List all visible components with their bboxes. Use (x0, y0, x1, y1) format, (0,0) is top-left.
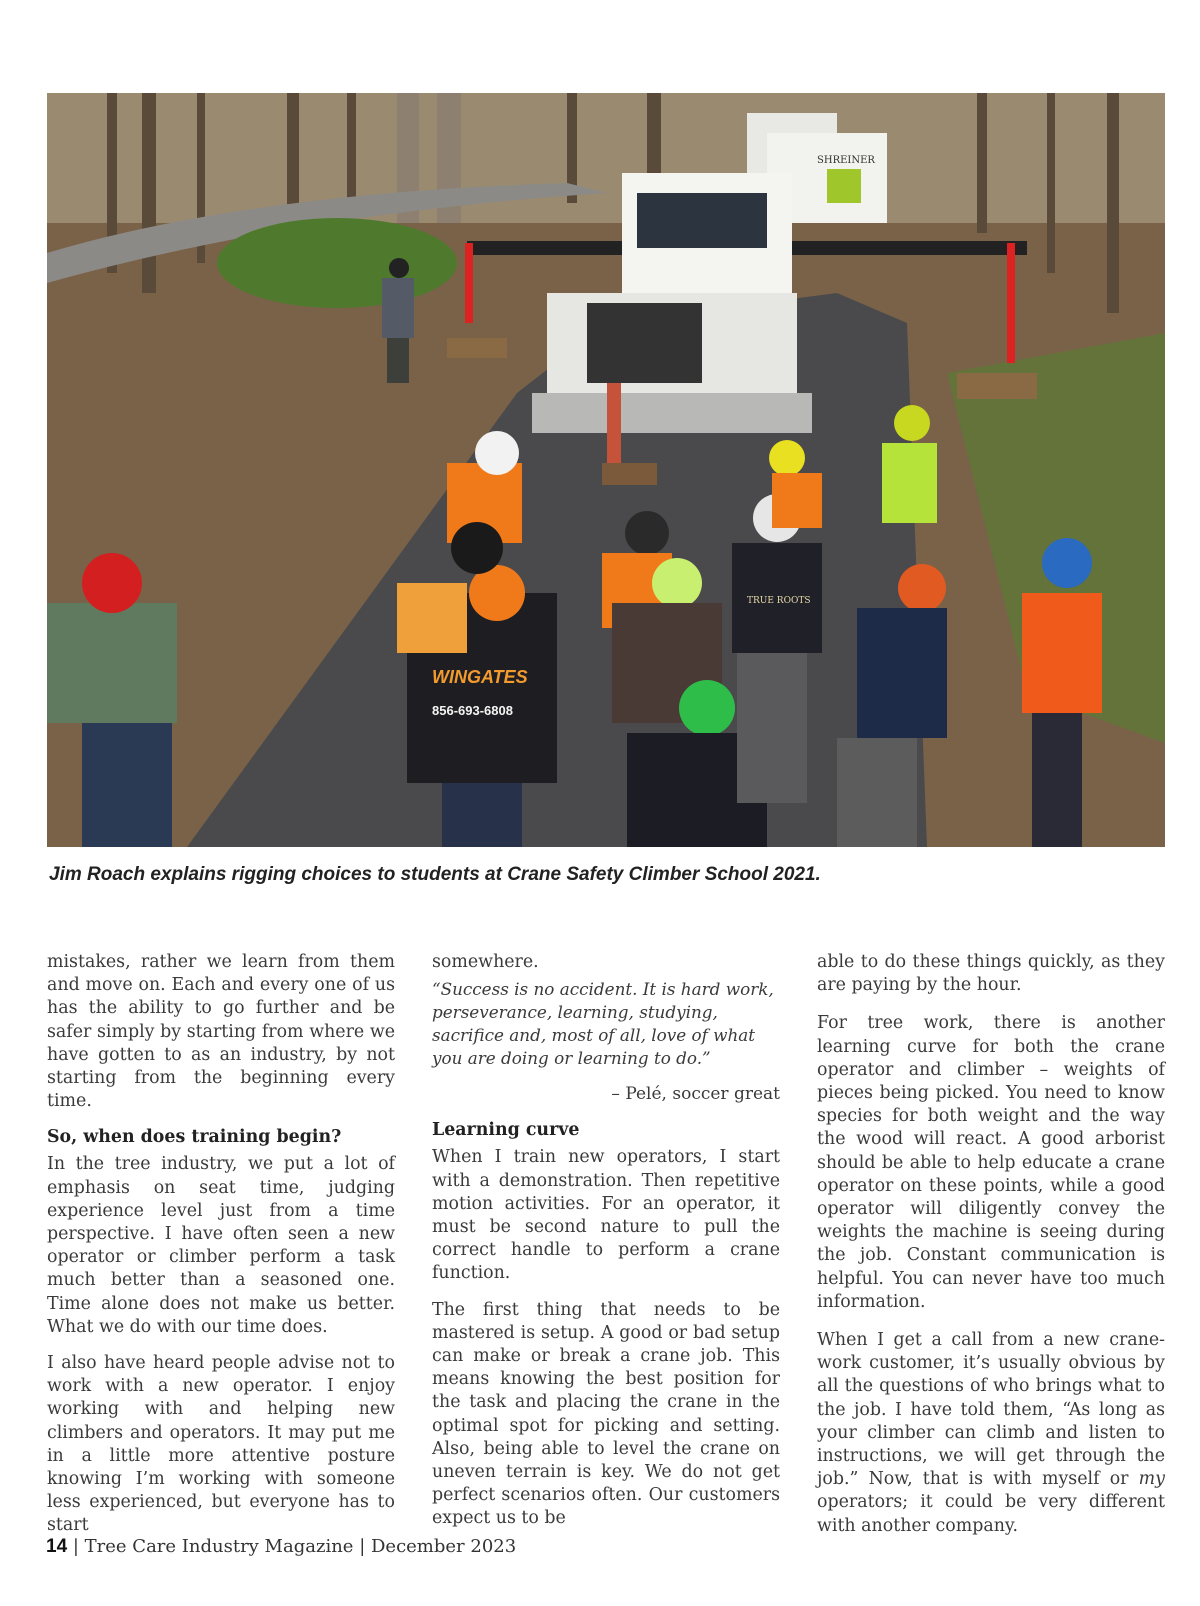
paragraph: The first thing that needs to be mastered is setup. A good or bad setup can make or break a crane job. This means knowing the best position for the task and placing the crane in the optimal spot for picking and setting. Also, being able to level the crane on uneven terrain is key. We do not get perfect scenarios often. Our customers expect us to be (432, 1299, 780, 1529)
paragraph-text: When I get a call from a new crane-work customer, it’s usually obvious by all the questions of who brings what to the job. I have told them, “As long as your climber can climb and listen to instructions, we will get through the job.” Now, that is with myself or (817, 1330, 1165, 1490)
article-column-1 (47, 951, 395, 1551)
paragraph-text: operators; it could be very different with another company. (817, 1492, 1165, 1536)
photo-illustration (47, 93, 1165, 847)
article-column-2 (432, 951, 780, 1544)
paragraph: able to do these things quickly, as they are paying by the hour. (817, 952, 1165, 996)
svg-text:856-693-6808: 856-693-6808 (432, 703, 513, 718)
paragraph: When I train new operators, I start with a demonstration. Then repetitive motion activities. For an operator, it must be second nature to pull the correct handle to perform a crane function. (432, 1147, 780, 1284)
pull-quote: “Success is no accident. It is hard work, perseverance, learning, studying, sacrifice and, most of all, love of what you are doing or learning to do.” (432, 979, 774, 1069)
page-footer (46, 1536, 516, 1558)
svg-text:TRUE ROOTS: TRUE ROOTS (747, 596, 811, 606)
article-column-3 (817, 951, 1165, 1551)
issue-date: December 2023 (370, 1536, 517, 1557)
section-heading: So, when does training begin? (47, 1127, 342, 1148)
photo-caption: Jim Roach explains rigging choices to students at Crane Safety Climber School 2021. (49, 864, 821, 885)
paragraph: In the tree industry, we put a lot of emphasis on seat time, judging experience level just from a time perspective. I have often seen a new operator or climber perform a task much better than a seasoned one. Time alone does not make us better. What we do with our time does. (47, 1154, 395, 1337)
page-number: 14 (46, 1536, 68, 1557)
crane-training-photo (47, 93, 1165, 847)
footer-separator: | (67, 1536, 85, 1557)
svg-text:WINGATES: WINGATES (432, 667, 528, 687)
section-heading: Learning curve (432, 1120, 580, 1141)
paragraph: I also have heard people advise not to work with a new operator. I enjoy working with and helping new climbers and operators. It may put me in a little more attentive posture knowing I’m working with someone less experienced, but everyone has to start (47, 1353, 395, 1536)
quote-attribution: – Pelé, soccer great (611, 1084, 780, 1105)
paragraph: For tree work, there is another learning curve for both the crane operator and climber – weights of pieces being picked. You need to know species for both weight and the way the wood will react. A good arborist should be able to help educate a crane operator on these points, while a good operator will diligently convey the weights the machine is seeing during the job. Constant communication is helpful. You can never have too much information. (817, 1013, 1165, 1312)
svg-text:SHREINER: SHREINER (817, 155, 875, 166)
paragraph: somewhere. (432, 952, 539, 972)
paragraph: mistakes, rather we learn from them and move on. Each and every one of us has the ability to go further and be safer simply by starting from where we have gotten to as an industry, by not starting from the beginning every time. (47, 952, 395, 1112)
magazine-name: Tree Care Industry Magazine (84, 1536, 354, 1557)
paragraph (817, 1329, 1165, 1538)
emphasis-text: my (1138, 1469, 1165, 1490)
footer-separator: | (353, 1536, 371, 1557)
